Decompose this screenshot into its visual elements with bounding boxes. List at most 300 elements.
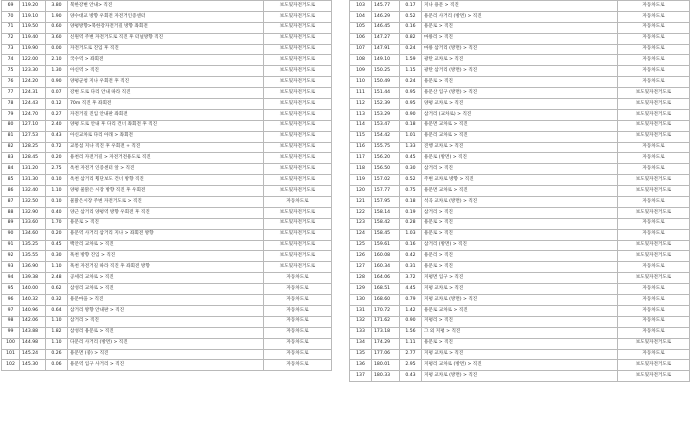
direction-description-cell: 지평리 교차로 (방면) > 직진	[422, 360, 618, 371]
waypoint-number-cell: 99	[2, 327, 20, 338]
road-type-cell: 자동차도로	[264, 305, 332, 316]
road-type-cell: 자동차도로	[618, 262, 690, 273]
direction-description-cell: 용문산 입구 (방면) > 직진	[422, 88, 618, 99]
cumulative-distance-cell: 131.20	[20, 164, 46, 175]
cumulative-distance-cell: 132.90	[20, 207, 46, 218]
waypoint-number-cell: 136	[350, 360, 372, 371]
cumulative-distance-cell: 160.08	[372, 251, 400, 262]
cumulative-distance-cell: 155.75	[372, 142, 400, 153]
segment-distance-cell: 0.52	[400, 175, 422, 186]
cumulative-distance-cell: 133.60	[20, 218, 46, 229]
road-type-cell: 보도및자전거도로	[618, 186, 690, 197]
cumulative-distance-cell: 142.06	[20, 316, 46, 327]
road-type-cell: 자동차도로	[618, 284, 690, 295]
table-row	[2, 131, 332, 142]
waypoint-number-cell: 132	[350, 316, 372, 327]
segment-distance-cell: 0.10	[46, 175, 68, 186]
road-type-cell: 보도및자전거도로	[264, 44, 332, 55]
cumulative-distance-cell: 160.34	[372, 262, 400, 273]
table-row	[350, 207, 690, 218]
table-row	[2, 240, 332, 251]
segment-distance-cell: 0.07	[46, 88, 68, 99]
table-row	[350, 77, 690, 88]
waypoint-number-cell: 105	[350, 22, 372, 33]
cumulative-distance-cell: 156.20	[372, 153, 400, 164]
route-table-right-body	[350, 1, 690, 382]
segment-distance-cell: 0.20	[46, 153, 68, 164]
waypoint-number-cell: 73	[2, 44, 20, 55]
road-type-cell: 자동차도로	[618, 295, 690, 306]
road-type-cell: 자동차도로	[618, 142, 690, 153]
table-row	[350, 371, 690, 382]
cumulative-distance-cell: 122.00	[20, 55, 46, 66]
road-type-cell: 자동차도로	[618, 66, 690, 77]
table-row	[350, 186, 690, 197]
waypoint-number-cell: 119	[350, 175, 372, 186]
road-type-cell: 자동차도로	[264, 338, 332, 349]
table-row	[350, 175, 690, 186]
waypoint-number-cell: 102	[2, 360, 20, 371]
table-row	[350, 22, 690, 33]
segment-distance-cell: 0.95	[400, 99, 422, 110]
table-row	[350, 131, 690, 142]
direction-description-cell: 물맑은시장 주변 자전거도로 > 직진	[68, 197, 264, 208]
waypoint-number-cell: 90	[2, 229, 20, 240]
cumulative-distance-cell: 151.44	[372, 88, 400, 99]
road-type-cell: 자동차도로	[618, 44, 690, 55]
direction-description-cell: 진행 교차로 > 직진	[422, 142, 618, 153]
road-type-cell: 보도및자전거도로	[264, 240, 332, 251]
direction-description-cell: 용문면 (중) > 직진	[68, 349, 264, 360]
direction-description-cell: 국수역 > 좌회전	[68, 55, 264, 66]
waypoint-number-cell: 129	[350, 284, 372, 295]
table-row	[2, 1, 332, 12]
segment-distance-cell: 0.06	[46, 360, 68, 371]
waypoint-number-cell: 72	[2, 33, 20, 44]
waypoint-number-cell: 125	[350, 240, 372, 251]
waypoint-number-cell: 75	[2, 66, 20, 77]
direction-description-cell: 지평 교차로 > 직진	[422, 284, 618, 295]
road-type-cell: 자동차도로	[264, 327, 332, 338]
route-table-right	[349, 0, 690, 382]
direction-description-cell: 지평 교차로 > 직진	[422, 349, 618, 360]
road-type-cell: 보도및자전거도로	[264, 153, 332, 164]
waypoint-number-cell: 127	[350, 262, 372, 273]
waypoint-number-cell: 134	[350, 338, 372, 349]
waypoint-number-cell: 112	[350, 99, 372, 110]
table-row	[2, 197, 332, 208]
waypoint-number-cell: 91	[2, 240, 20, 251]
segment-distance-cell: 0.82	[400, 33, 422, 44]
waypoint-number-cell: 97	[2, 305, 20, 316]
cumulative-distance-cell: 180.01	[372, 360, 400, 371]
direction-description-cell: 다문리 사거리 (방면) > 직진	[68, 338, 264, 349]
road-type-cell: 보도및자전거도로	[618, 371, 690, 382]
cumulative-distance-cell: 124.31	[20, 88, 46, 99]
road-type-cell: 보도및자전거도로	[618, 251, 690, 262]
segment-distance-cell: 1.42	[400, 305, 422, 316]
cumulative-distance-cell: 143.88	[20, 327, 46, 338]
direction-description-cell: 용문마을 > 직진	[68, 295, 264, 306]
cumulative-distance-cell: 135.55	[20, 251, 46, 262]
route-table-left	[1, 0, 332, 371]
table-row	[350, 327, 690, 338]
segment-distance-cell: 1.15	[400, 66, 422, 77]
cumulative-distance-cell: 168.51	[372, 284, 400, 295]
cumulative-distance-cell: 128.25	[20, 142, 46, 153]
table-row	[350, 109, 690, 120]
segment-distance-cell: 1.10	[46, 186, 68, 197]
road-type-cell: 자동차도로	[618, 11, 690, 22]
segment-distance-cell: 0.72	[46, 142, 68, 153]
direction-description-cell: 광탄 교차로 > 직진	[422, 55, 618, 66]
cumulative-distance-cell: 140.32	[20, 295, 46, 306]
table-row	[350, 1, 690, 12]
cumulative-distance-cell: 164.06	[372, 273, 400, 284]
table-row	[350, 316, 690, 327]
direction-description-cell: 용문로 > 직진	[422, 22, 618, 33]
road-type-cell: 보도및자전거도로	[618, 120, 690, 131]
direction-description-cell: 신원역 주변 자전거도로 직진 후 터널방향 직진	[68, 33, 264, 44]
waypoint-number-cell: 93	[2, 262, 20, 273]
segment-distance-cell: 0.10	[46, 197, 68, 208]
segment-distance-cell: 1.70	[46, 218, 68, 229]
waypoint-number-cell: 69	[2, 1, 20, 12]
cumulative-distance-cell: 145.24	[20, 349, 46, 360]
table-row	[2, 349, 332, 360]
waypoint-number-cell: 124	[350, 229, 372, 240]
direction-description-cell: 용문리 교차로 > 직진	[422, 131, 618, 142]
table-row	[2, 120, 332, 131]
waypoint-number-cell: 106	[350, 33, 372, 44]
waypoint-number-cell: 86	[2, 186, 20, 197]
waypoint-number-cell: 120	[350, 186, 372, 197]
segment-distance-cell: 0.27	[46, 109, 68, 120]
segment-distance-cell: 3.80	[46, 1, 68, 12]
direction-description-cell: 석곡 교차로 (방면) > 직진	[422, 197, 618, 208]
direction-description-cell: 자전거길 진입 안내판 좌회전	[68, 109, 264, 120]
road-type-cell: 보도및자전거도로	[618, 131, 690, 142]
road-type-cell: 보도및자전거도로	[264, 77, 332, 88]
route-table-left-body	[2, 1, 332, 371]
waypoint-number-cell: 71	[2, 22, 20, 33]
table-row	[2, 218, 332, 229]
direction-description-cell: 교통섬 지나 직진 후 우회전 + 직진	[68, 142, 264, 153]
direction-description-cell: 양근 삼거리 양평역 방향 우회전 후 직진	[68, 207, 264, 218]
road-type-cell: 자동차도로	[618, 197, 690, 208]
segment-distance-cell: 2.77	[400, 349, 422, 360]
segment-distance-cell: 0.24	[400, 77, 422, 88]
waypoint-number-cell: 114	[350, 120, 372, 131]
cumulative-distance-cell: 171.62	[372, 316, 400, 327]
direction-description-cell: 삼거리 방향 안내판 > 직진	[68, 305, 264, 316]
segment-distance-cell: 2.75	[46, 164, 68, 175]
cumulative-distance-cell: 144.98	[20, 338, 46, 349]
direction-description-cell: 흑천 방향 진입 > 직진	[68, 251, 264, 262]
direction-description-cell: 양평 도로 안내 후 다리 건너 좌회전 후 직진	[68, 120, 264, 131]
segment-distance-cell: 0.95	[400, 88, 422, 99]
segment-distance-cell: 2.48	[46, 273, 68, 284]
direction-description-cell: 양평 교차로 > 직진	[422, 99, 618, 110]
table-row	[2, 164, 332, 175]
direction-description-cell: 지평 교차로 (방면) > 직진	[422, 295, 618, 306]
cumulative-distance-cell: 139.38	[20, 273, 46, 284]
direction-description-cell: 지평리 > 직진	[422, 316, 618, 327]
table-row	[2, 284, 332, 295]
table-row	[2, 251, 332, 262]
waypoint-number-cell: 108	[350, 55, 372, 66]
cumulative-distance-cell: 170.72	[372, 305, 400, 316]
table-row	[2, 273, 332, 284]
cumulative-distance-cell: 134.60	[20, 229, 46, 240]
direction-description-cell: 양평 물맑은 시장 방향 직진 후 우회전	[68, 186, 264, 197]
waypoint-number-cell: 82	[2, 142, 20, 153]
table-row	[2, 88, 332, 99]
waypoint-number-cell: 87	[2, 197, 20, 208]
direction-description-cell: 마룡리 > 직진	[422, 33, 618, 44]
waypoint-number-cell: 79	[2, 109, 20, 120]
segment-distance-cell: 1.01	[400, 131, 422, 142]
direction-description-cell: 백안리 교차로 > 직진	[68, 240, 264, 251]
direction-description-cell: 용문역 사거리 삼거리 지나 > 좌회전 방향	[68, 229, 264, 240]
waypoint-number-cell: 92	[2, 251, 20, 262]
waypoint-number-cell: 130	[350, 295, 372, 306]
waypoint-number-cell: 80	[2, 120, 20, 131]
table-row	[350, 305, 690, 316]
cumulative-distance-cell: 145.30	[20, 360, 46, 371]
waypoint-number-cell: 98	[2, 316, 20, 327]
segment-distance-cell: 1.10	[46, 262, 68, 273]
cumulative-distance-cell: 127.53	[20, 131, 46, 142]
table-row	[2, 142, 332, 153]
cumulative-distance-cell: 132.40	[20, 186, 46, 197]
table-row	[2, 77, 332, 88]
cumulative-distance-cell: 157.02	[372, 175, 400, 186]
segment-distance-cell: 0.18	[400, 120, 422, 131]
road-type-cell: 보도및자전거도로	[264, 109, 332, 120]
segment-distance-cell: 0.30	[400, 164, 422, 175]
road-type-cell: 자동차도로	[618, 33, 690, 44]
direction-description-cell: 공세리 교차로 > 직진	[68, 273, 264, 284]
cumulative-distance-cell: 159.61	[372, 240, 400, 251]
road-type-cell: 보도및자전거도로	[618, 360, 690, 371]
direction-description-cell: 그 외 지평 > 직진	[422, 327, 618, 338]
direction-description-cell: 용문로 > 직진	[422, 218, 618, 229]
cumulative-distance-cell: 152.39	[372, 99, 400, 110]
table-row	[350, 33, 690, 44]
road-type-cell: 자동차도로	[618, 316, 690, 327]
cumulative-distance-cell: 149.10	[372, 55, 400, 66]
table-row	[2, 109, 332, 120]
segment-distance-cell: 0.12	[46, 99, 68, 110]
table-row	[2, 295, 332, 306]
direction-description-cell: 용문로 > 직진	[422, 338, 618, 349]
direction-description-cell: 지평면 입구 > 직진	[422, 273, 618, 284]
direction-description-cell: 마룡 삼거리 (방면) > 직진	[422, 44, 618, 55]
road-type-cell: 보도및자전거도로	[264, 262, 332, 273]
direction-description-cell: 용문역 입구 사거리 > 직진	[68, 360, 264, 371]
segment-distance-cell: 0.00	[46, 44, 68, 55]
table-row	[350, 218, 690, 229]
table-row	[2, 338, 332, 349]
cumulative-distance-cell: 124.20	[20, 77, 46, 88]
direction-description-cell: 용문로 > 직진	[422, 229, 618, 240]
cumulative-distance-cell: 156.50	[372, 164, 400, 175]
cumulative-distance-cell: 150.25	[372, 66, 400, 77]
segment-distance-cell: 1.10	[46, 316, 68, 327]
segment-distance-cell: 0.30	[46, 251, 68, 262]
table-row	[2, 327, 332, 338]
table-row	[2, 229, 332, 240]
waypoint-number-cell: 100	[2, 338, 20, 349]
table-row	[350, 295, 690, 306]
segment-distance-cell: 3.60	[46, 33, 68, 44]
cumulative-distance-cell: 153.29	[372, 109, 400, 120]
table-row	[2, 262, 332, 273]
table-row	[350, 273, 690, 284]
waypoint-number-cell: 88	[2, 207, 20, 218]
direction-description-cell: 주변 교차로 방향 > 직진	[422, 175, 618, 186]
waypoint-number-cell: 133	[350, 327, 372, 338]
table-row	[350, 262, 690, 273]
road-type-cell: 자동차도로	[618, 349, 690, 360]
segment-distance-cell: 0.42	[400, 251, 422, 262]
segment-distance-cell: 1.56	[400, 327, 422, 338]
direction-description-cell: 삼성리 교차로 > 직진	[68, 284, 264, 295]
road-type-cell: 보도및자전거도로	[264, 207, 332, 218]
road-type-cell: 보도및자전거도로	[264, 66, 332, 77]
segment-distance-cell: 0.43	[400, 371, 422, 382]
road-type-cell: 보도및자전거도로	[264, 55, 332, 66]
cumulative-distance-cell: 119.20	[20, 1, 46, 12]
segment-distance-cell: 1.10	[46, 338, 68, 349]
table-row	[350, 142, 690, 153]
segment-distance-cell: 1.82	[46, 327, 68, 338]
road-type-cell: 보도및자전거도로	[264, 33, 332, 44]
direction-description-cell: 강변 도로 다리 안내 따라 직진	[68, 88, 264, 99]
waypoint-number-cell: 116	[350, 142, 372, 153]
table-row	[2, 55, 332, 66]
road-type-cell: 보도및자전거도로	[618, 175, 690, 186]
road-type-cell: 보도및자전거도로	[264, 164, 332, 175]
cumulative-distance-cell: 119.50	[20, 22, 46, 33]
road-type-cell: 자동차도로	[618, 327, 690, 338]
road-type-cell: 자동차도로	[618, 22, 690, 33]
segment-distance-cell: 0.90	[46, 77, 68, 88]
page-gutter	[333, 0, 347, 444]
cumulative-distance-cell: 146.45	[372, 22, 400, 33]
road-type-cell: 보도및자전거도로	[618, 99, 690, 110]
waypoint-number-cell: 85	[2, 175, 20, 186]
segment-distance-cell: 0.40	[46, 207, 68, 218]
cumulative-distance-cell: 124.43	[20, 99, 46, 110]
cumulative-distance-cell: 136.90	[20, 262, 46, 273]
direction-description-cell: 삼거리 (방면) > 직진	[422, 240, 618, 251]
cumulative-distance-cell: 146.29	[372, 11, 400, 22]
cumulative-distance-cell: 157.77	[372, 186, 400, 197]
cumulative-distance-cell: 157.95	[372, 197, 400, 208]
waypoint-number-cell: 101	[2, 349, 20, 360]
direction-description-cell: 흑천 자전거길 따라 직진 후 좌회전 방향	[68, 262, 264, 273]
cumulative-distance-cell: 180.33	[372, 371, 400, 382]
waypoint-number-cell: 123	[350, 218, 372, 229]
direction-description-cell: 광탄 삼거리 (방면) > 직진	[422, 66, 618, 77]
waypoint-number-cell: 104	[350, 11, 372, 22]
waypoint-number-cell: 89	[2, 218, 20, 229]
table-row	[2, 360, 332, 371]
table-row	[350, 360, 690, 371]
table-row	[2, 66, 332, 77]
table-row	[350, 284, 690, 295]
waypoint-number-cell: 95	[2, 284, 20, 295]
segment-distance-cell: 0.43	[46, 131, 68, 142]
waypoint-number-cell: 76	[2, 77, 20, 88]
segment-distance-cell: 0.60	[46, 22, 68, 33]
cumulative-distance-cell: 147.91	[372, 44, 400, 55]
segment-distance-cell: 0.16	[400, 22, 422, 33]
waypoint-number-cell: 96	[2, 295, 20, 306]
direction-description-cell: 용문로 (방면) > 직진	[422, 153, 618, 164]
table-row	[2, 186, 332, 197]
road-type-cell: 보도및자전거도로	[264, 218, 332, 229]
road-type-cell: 보도및자전거도로	[618, 273, 690, 284]
table-row	[350, 349, 690, 360]
road-type-cell: 보도및자전거도로	[264, 131, 332, 142]
road-type-cell: 보도및자전거도로	[264, 11, 332, 22]
waypoint-number-cell: 117	[350, 153, 372, 164]
waypoint-number-cell: 70	[2, 11, 20, 22]
road-type-cell: 자동차도로	[618, 218, 690, 229]
segment-distance-cell: 0.28	[400, 218, 422, 229]
direction-description-cell: 양평방향>북한강자전거길 방향 좌회전	[68, 22, 264, 33]
cumulative-distance-cell: 119.40	[20, 33, 46, 44]
road-type-cell: 보도및자전거도로	[264, 175, 332, 186]
cumulative-distance-cell: 128.45	[20, 153, 46, 164]
direction-description-cell: 지평 교차로 (방면) > 직진	[422, 371, 618, 382]
cumulative-distance-cell: 173.18	[372, 327, 400, 338]
direction-description-cell: 북한강변 안내> 직진	[68, 1, 264, 12]
road-type-cell: 자동차도로	[264, 349, 332, 360]
waypoint-number-cell: 128	[350, 273, 372, 284]
table-row	[2, 175, 332, 186]
waypoint-number-cell: 77	[2, 88, 20, 99]
segment-distance-cell: 1.11	[400, 338, 422, 349]
road-type-cell: 보도및자전거도로	[264, 120, 332, 131]
table-row	[350, 229, 690, 240]
direction-description-cell: 양평군청 지나 우회전 후 직진	[68, 77, 264, 88]
direction-description-cell: 삼거리 > 직진	[68, 316, 264, 327]
waypoint-number-cell: 126	[350, 251, 372, 262]
direction-description-cell: 아신역 > 직진	[68, 66, 264, 77]
waypoint-number-cell: 113	[350, 109, 372, 120]
waypoint-number-cell: 81	[2, 131, 20, 142]
waypoint-number-cell: 131	[350, 305, 372, 316]
table-row	[350, 88, 690, 99]
road-type-cell: 자동차도로	[618, 55, 690, 66]
table-row	[350, 153, 690, 164]
cumulative-distance-cell: 158.42	[372, 218, 400, 229]
segment-distance-cell: 0.17	[400, 1, 422, 12]
road-type-cell: 보도및자전거도로	[264, 1, 332, 12]
segment-distance-cell: 2.10	[46, 55, 68, 66]
waypoint-number-cell: 103	[350, 1, 372, 12]
direction-description-cell: 용문로 교차로 > 직진	[422, 305, 618, 316]
cumulative-distance-cell: 132.50	[20, 197, 46, 208]
road-type-cell: 자동차도로	[264, 197, 332, 208]
table-row	[350, 164, 690, 175]
table-row	[350, 44, 690, 55]
road-type-cell: 보도및자전거도로	[264, 88, 332, 99]
